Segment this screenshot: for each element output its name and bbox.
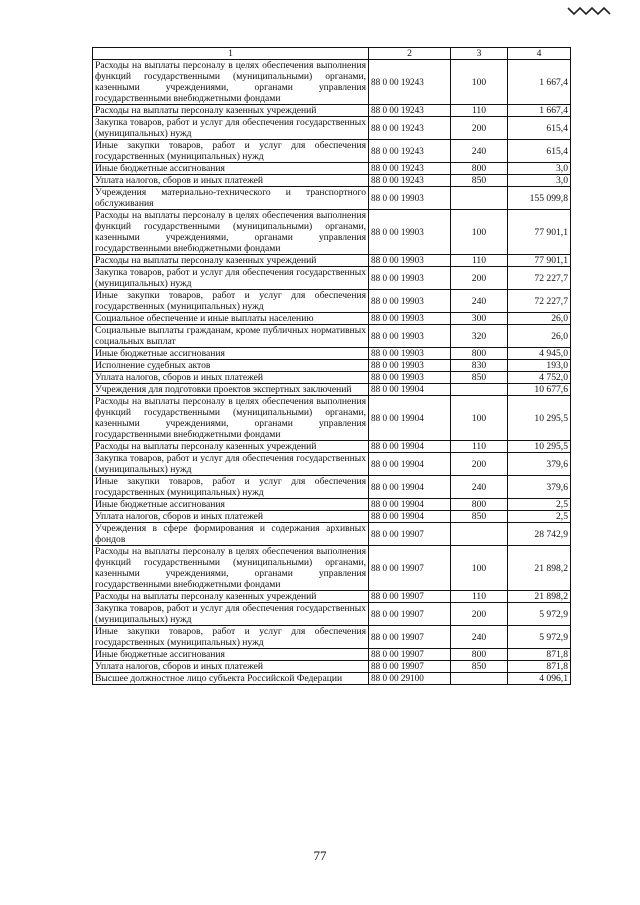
cell-code: 88 0 00 19903 [369, 325, 451, 348]
cell-amount: 10 295,5 [508, 441, 571, 453]
cell-amount: 1 667,4 [508, 60, 571, 105]
cell-code: 88 0 00 19243 [369, 140, 451, 163]
cell-expense-type: 830 [451, 360, 508, 372]
table-row [93, 441, 571, 453]
table-body [93, 60, 571, 685]
table-row [93, 661, 571, 673]
cell-name: Иные бюджетные ассигнования [93, 163, 369, 175]
cell-name: Социальные выплаты гражданам, кроме публичных нормативных социальных выплат [93, 325, 369, 348]
cell-code: 88 0 00 19903 [369, 255, 451, 267]
cell-code: 88 0 00 29100 [369, 673, 451, 685]
cell-name: Расходы на выплаты персоналу в целях обеспечения выполнения функций государственными (муниципальными) органами, казенными учреждениями, органами управления государственными внебюджетными фондами [93, 210, 369, 255]
cell-amount: 5 972,9 [508, 626, 571, 649]
cell-expense-type: 240 [451, 140, 508, 163]
table-row [93, 348, 571, 360]
table-row [93, 591, 571, 603]
cell-amount: 21 898,2 [508, 591, 571, 603]
cell-amount: 615,4 [508, 117, 571, 140]
header-col-4: 4 [508, 48, 571, 60]
cell-amount: 4 752,0 [508, 372, 571, 384]
cell-name: Расходы на выплаты персоналу в целях обеспечения выполнения функций государственными (муниципальными) органами, казенными учреждениями, органами управления государственными внебюджетными фондами [93, 396, 369, 441]
cell-expense-type: 110 [451, 255, 508, 267]
table-row [93, 105, 571, 117]
cell-expense-type: 800 [451, 649, 508, 661]
cell-code: 88 0 00 19907 [369, 649, 451, 661]
cell-code: 88 0 00 19904 [369, 441, 451, 453]
table-row [93, 511, 571, 523]
table-row [93, 523, 571, 546]
cell-code: 88 0 00 19903 [369, 360, 451, 372]
table-row [93, 626, 571, 649]
cell-expense-type: 200 [451, 453, 508, 476]
cell-amount: 615,4 [508, 140, 571, 163]
table-row [93, 372, 571, 384]
cell-amount: 26,0 [508, 313, 571, 325]
table-row [93, 175, 571, 187]
table-row [93, 290, 571, 313]
cell-amount: 72 227,7 [508, 267, 571, 290]
cell-expense-type: 110 [451, 105, 508, 117]
cell-expense-type: 800 [451, 348, 508, 360]
cell-amount: 28 742,9 [508, 523, 571, 546]
cell-amount: 77 901,1 [508, 255, 571, 267]
table-row [93, 255, 571, 267]
table-row [93, 210, 571, 255]
cell-expense-type: 320 [451, 325, 508, 348]
cell-amount: 4 096,1 [508, 673, 571, 685]
cell-expense-type: 850 [451, 511, 508, 523]
cell-expense-type: 850 [451, 175, 508, 187]
cell-name: Закупка товаров, работ и услуг для обеспечения государственных (муниципальных) нужд [93, 117, 369, 140]
table-row [93, 313, 571, 325]
cell-amount: 26,0 [508, 325, 571, 348]
table-row [93, 396, 571, 441]
cell-name: Расходы на выплаты персоналу казенных учреждений [93, 591, 369, 603]
table-row [93, 546, 571, 591]
table-header-row [93, 48, 571, 60]
cell-expense-type: 100 [451, 396, 508, 441]
cell-name: Исполнение судебных актов [93, 360, 369, 372]
cell-amount: 5 972,9 [508, 603, 571, 626]
cell-name: Уплата налогов, сборов и иных платежей [93, 661, 369, 673]
cell-amount: 193,0 [508, 360, 571, 372]
cell-code: 88 0 00 19907 [369, 523, 451, 546]
cell-name: Учреждения для подготовки проектов экспертных заключений [93, 384, 369, 396]
cell-code: 88 0 00 19904 [369, 396, 451, 441]
table-row [93, 603, 571, 626]
cell-name: Расходы на выплаты персоналу в целях обеспечения выполнения функций государственными (муниципальными) органами, казенными учреждениями, органами управления государственными внебюджетными фондами [93, 60, 369, 105]
cell-code: 88 0 00 19904 [369, 499, 451, 511]
cell-amount: 2,5 [508, 499, 571, 511]
cell-amount: 2,5 [508, 511, 571, 523]
cell-amount: 21 898,2 [508, 546, 571, 591]
cell-name: Расходы на выплаты персоналу в целях обеспечения выполнения функций государственными (муниципальными) органами, казенными учреждениями, органами управления государственными внебюджетными фондами [93, 546, 369, 591]
cell-amount: 379,6 [508, 476, 571, 499]
cell-code: 88 0 00 19243 [369, 175, 451, 187]
cell-name: Уплата налогов, сборов и иных платежей [93, 175, 369, 187]
cell-code: 88 0 00 19903 [369, 372, 451, 384]
table-row [93, 267, 571, 290]
table-row [93, 140, 571, 163]
cell-name: Закупка товаров, работ и услуг для обеспечения государственных (муниципальных) нужд [93, 603, 369, 626]
cell-amount: 10 295,5 [508, 396, 571, 441]
cell-name: Закупка товаров, работ и услуг для обеспечения государственных (муниципальных) нужд [93, 453, 369, 476]
header-col-1: 1 [93, 48, 369, 60]
table-row [93, 476, 571, 499]
cell-amount: 4 945,0 [508, 348, 571, 360]
table-row [93, 163, 571, 175]
cell-amount: 3,0 [508, 175, 571, 187]
cell-code: 88 0 00 19907 [369, 591, 451, 603]
cell-amount: 871,8 [508, 661, 571, 673]
cell-code: 88 0 00 19904 [369, 476, 451, 499]
cell-code: 88 0 00 19907 [369, 546, 451, 591]
cell-expense-type [451, 187, 508, 210]
cell-code: 88 0 00 19907 [369, 603, 451, 626]
cell-amount: 1 667,4 [508, 105, 571, 117]
cell-amount: 3,0 [508, 163, 571, 175]
cell-code: 88 0 00 19903 [369, 348, 451, 360]
page-number: 77 [313, 848, 327, 863]
cell-code: 88 0 00 19903 [369, 267, 451, 290]
cell-name: Расходы на выплаты персоналу казенных учреждений [93, 105, 369, 117]
cell-expense-type: 200 [451, 603, 508, 626]
cell-code: 88 0 00 19903 [369, 313, 451, 325]
cell-amount: 379,6 [508, 453, 571, 476]
cell-expense-type: 100 [451, 210, 508, 255]
cell-name: Закупка товаров, работ и услуг для обеспечения государственных (муниципальных) нужд [93, 267, 369, 290]
cell-expense-type: 240 [451, 476, 508, 499]
table-row [93, 384, 571, 396]
cell-code: 88 0 00 19904 [369, 453, 451, 476]
cell-expense-type: 240 [451, 290, 508, 313]
cell-name: Иные закупки товаров, работ и услуг для обеспечения государственных (муниципальных) нужд [93, 626, 369, 649]
cell-name: Уплата налогов, сборов и иных платежей [93, 511, 369, 523]
cell-expense-type [451, 523, 508, 546]
cell-amount: 72 227,7 [508, 290, 571, 313]
cell-expense-type: 110 [451, 441, 508, 453]
cell-expense-type: 800 [451, 499, 508, 511]
cell-code: 88 0 00 19904 [369, 384, 451, 396]
table-row [93, 60, 571, 105]
cell-code: 88 0 00 19903 [369, 187, 451, 210]
table-row [93, 325, 571, 348]
cell-code: 88 0 00 19243 [369, 163, 451, 175]
cell-expense-type: 100 [451, 546, 508, 591]
header-col-2: 2 [369, 48, 451, 60]
cell-name: Уплата налогов, сборов и иных платежей [93, 372, 369, 384]
cell-name: Социальное обеспечение и иные выплаты населению [93, 313, 369, 325]
cell-name: Иные закупки товаров, работ и услуг для обеспечения государственных (муниципальных) нужд [93, 290, 369, 313]
cell-expense-type: 100 [451, 60, 508, 105]
scan-mark-icon [566, 6, 612, 16]
cell-name: Учреждения в сфере формирования и содержания архивных фондов [93, 523, 369, 546]
cell-expense-type [451, 384, 508, 396]
budget-table [92, 47, 571, 685]
table-row [93, 117, 571, 140]
cell-expense-type: 850 [451, 661, 508, 673]
cell-expense-type: 240 [451, 626, 508, 649]
table-row [93, 673, 571, 685]
cell-code: 88 0 00 19903 [369, 290, 451, 313]
cell-amount: 155 099,8 [508, 187, 571, 210]
cell-name: Учреждения материально-технического и транспортного обслуживания [93, 187, 369, 210]
cell-expense-type: 200 [451, 117, 508, 140]
cell-code: 88 0 00 19243 [369, 60, 451, 105]
cell-code: 88 0 00 19903 [369, 210, 451, 255]
table-row [93, 499, 571, 511]
cell-expense-type: 850 [451, 372, 508, 384]
cell-name: Иные бюджетные ассигнования [93, 499, 369, 511]
cell-code: 88 0 00 19907 [369, 626, 451, 649]
cell-name: Иные бюджетные ассигнования [93, 649, 369, 661]
cell-name: Иные закупки товаров, работ и услуг для обеспечения государственных (муниципальных) нужд [93, 140, 369, 163]
cell-expense-type: 200 [451, 267, 508, 290]
table-row [93, 649, 571, 661]
table-row [93, 360, 571, 372]
table-row [93, 187, 571, 210]
header-col-3: 3 [451, 48, 508, 60]
cell-code: 88 0 00 19907 [369, 661, 451, 673]
cell-name: Иные бюджетные ассигнования [93, 348, 369, 360]
cell-code: 88 0 00 19243 [369, 105, 451, 117]
cell-name: Расходы на выплаты персоналу казенных учреждений [93, 441, 369, 453]
cell-expense-type: 300 [451, 313, 508, 325]
cell-name: Высшее должностное лицо субъекта Российской Федерации [93, 673, 369, 685]
cell-code: 88 0 00 19904 [369, 511, 451, 523]
cell-code: 88 0 00 19243 [369, 117, 451, 140]
cell-expense-type: 110 [451, 591, 508, 603]
table-row [93, 453, 571, 476]
cell-amount: 871,8 [508, 649, 571, 661]
cell-amount: 10 677,6 [508, 384, 571, 396]
cell-expense-type: 800 [451, 163, 508, 175]
cell-name: Расходы на выплаты персоналу казенных учреждений [93, 255, 369, 267]
cell-name: Иные закупки товаров, работ и услуг для обеспечения государственных (муниципальных) нужд [93, 476, 369, 499]
cell-expense-type [451, 673, 508, 685]
cell-amount: 77 901,1 [508, 210, 571, 255]
